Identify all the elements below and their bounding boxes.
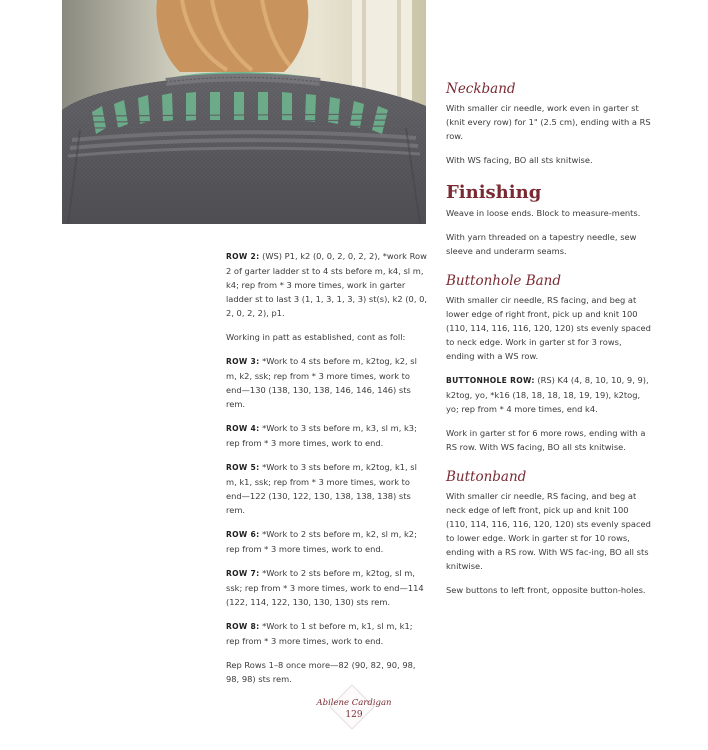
neckband-paragraph-1: With smaller cir needle, work even in garter st (knit every row) for 1" (2.5 cm), ending with a RS row. bbox=[446, 103, 651, 141]
sweater-photo bbox=[62, 0, 426, 224]
cont-paragraph: Working in patt as established, cont as foll: bbox=[226, 332, 406, 342]
neckband-paragraph-2: With WS facing, BO all sts knitwise. bbox=[446, 155, 593, 165]
row-4-paragraph: ROW 4: *Work to 3 sts before m, k3, sl m, k3; rep from * 3 more times, work to end. bbox=[226, 423, 417, 448]
row-5-paragraph: ROW 5: *Work to 3 sts before m, k2tog, k1, sl m, k1, ssk; rep from * 3 more times, work to end—122 (130, 122, 130, 138, 138, 138) sts rem. bbox=[226, 462, 417, 515]
left-column bbox=[226, 249, 428, 696]
finishing-heading: Finishing bbox=[446, 182, 542, 203]
buttonband-paragraph-2: Sew buttons to left front, opposite button-holes. bbox=[446, 585, 646, 595]
buttonband-paragraph-1: With smaller cir needle, RS facing, and beg at neck edge of left front, pick up and knit 100 (110, 114, 116, 116, 120, 120) sts evenly spaced to lower edge. Work in garter st for 10 rows, ending with a RS row. With WS fac-ing, BO all sts knitwise. bbox=[446, 491, 651, 571]
page-number: 129 bbox=[345, 710, 363, 720]
finishing-paragraph-1: Weave in loose ends. Block to measure-ments. bbox=[446, 208, 641, 218]
page-footer bbox=[0, 688, 708, 732]
footer-pattern-title: Abilene Cardigan bbox=[316, 698, 392, 708]
row-3-paragraph: ROW 3: *Work to 4 sts before m, k2tog, k2, sl m, k2, ssk; rep from * 3 more times, work to end—130 (138, 130, 138, 146, 146, 146) sts rem. bbox=[226, 356, 417, 409]
row-8-paragraph: ROW 8: *Work to 1 st before m, k1, sl m, k1; rep from * 3 more times, work to end. bbox=[226, 621, 413, 646]
right-column bbox=[446, 80, 652, 607]
row-6-paragraph: ROW 6: *Work to 2 sts before m, k2, sl m, k2; rep from * 3 more times, work to end. bbox=[226, 529, 417, 554]
buttonband-heading: Buttonband bbox=[446, 469, 527, 485]
finishing-paragraph-2: With yarn threaded on a tapestry needle, sew sleeve and underarm seams. bbox=[446, 232, 637, 256]
rep-rows-paragraph: Rep Rows 1–8 once more—82 (90, 82, 90, 98, 98, 98) sts rem. bbox=[226, 660, 416, 684]
buttonhole-band-heading: Buttonhole Band bbox=[446, 273, 562, 289]
buttonhole-row-paragraph: BUTTONHOLE ROW: (RS) K4 (4, 8, 10, 10, 9, 9), k2tog, yo, *k16 (18, 18, 18, 18, 19, 19), k2tog, yo; rep from * 4 more times, end k4. bbox=[446, 375, 649, 414]
row-7-paragraph: ROW 7: *Work to 2 sts before m, k2tog, sl m, ssk; rep from * 3 more times, work to end—114 (122, 114, 122, 130, 130, 130) sts rem. bbox=[226, 568, 424, 607]
buttonhole-band-paragraph-1: With smaller cir needle, RS facing, and beg at lower edge of right front, pick up and knit 100 (110, 114, 116, 116, 120, 120) sts evenly spaced to neck edge. Work in garter st for 3 rows, ending with a WS row. bbox=[446, 295, 651, 361]
row-2-paragraph: ROW 2: (WS) P1, k2 (0, 0, 2, 0, 2, 2), *work Row 2 of garter ladder st to 4 sts before m, k4, sl m, k4; rep from * 3 more times, work in garter ladder st to last 3 (1, 1, 3, 1, 3, 3) st(s), k2 (0, 0, 2, 0, 2, 2), p1. bbox=[226, 251, 428, 318]
neckband-heading: Neckband bbox=[446, 81, 516, 97]
sweater-illustration bbox=[62, 0, 426, 224]
buttonhole-band-paragraph-3: Work in garter st for 6 more rows, ending with a RS row. With WS facing, BO all sts knitwise. bbox=[446, 428, 646, 452]
